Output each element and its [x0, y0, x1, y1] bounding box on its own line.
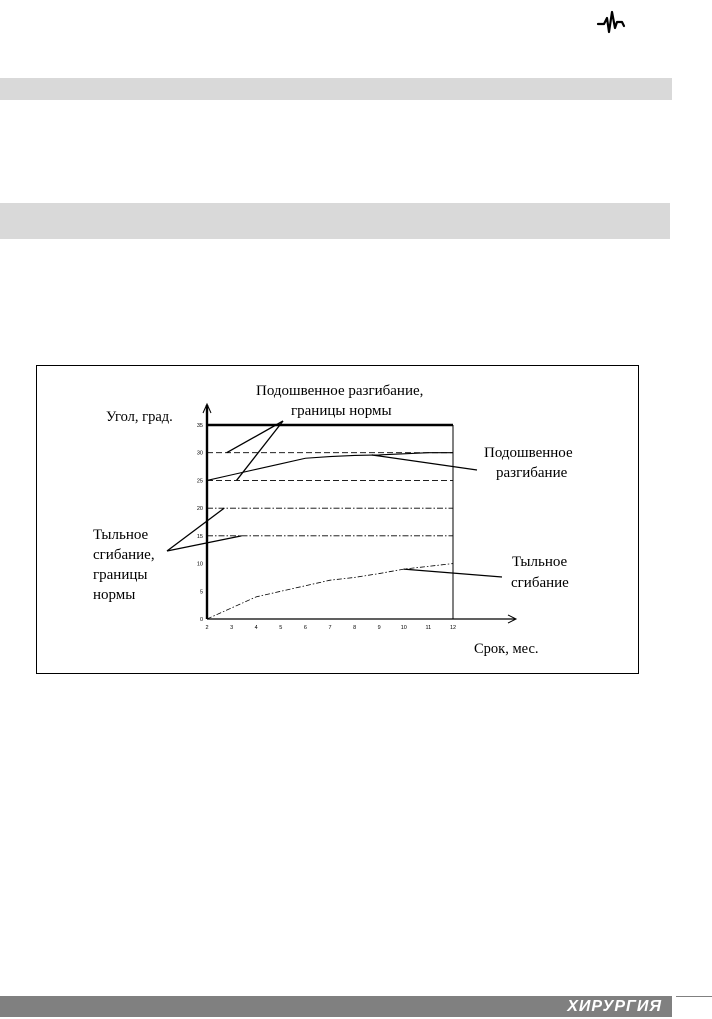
- annotation-dorsal-norm: нормы: [93, 587, 136, 603]
- x-tick-label: 7: [328, 625, 332, 631]
- y-tick-label: 10: [196, 561, 203, 568]
- y-tick-label: 20: [196, 506, 203, 513]
- y-tick-label: 30: [196, 450, 203, 457]
- x-tick-label: 10: [400, 625, 407, 631]
- series-line: [207, 564, 453, 619]
- annotation-leader-line: [372, 455, 477, 470]
- x-tick-label: 9: [377, 625, 381, 631]
- annotation-dorsal: Тыльное: [512, 554, 568, 570]
- x-tick-label: 4: [254, 625, 258, 631]
- x-tick-label: 6: [303, 625, 307, 631]
- ankle-motion-chart: [37, 366, 638, 673]
- annotation-dorsal-norm: границы: [93, 567, 148, 583]
- y-axis-label: Угол, град.: [106, 409, 173, 425]
- annotation-leader-line: [237, 421, 283, 480]
- annotation-plantar-norm: границы нормы: [291, 403, 392, 419]
- norm-lines: [207, 453, 453, 536]
- y-tick-label: 35: [196, 423, 203, 429]
- ecg-logo-icon: [596, 8, 630, 36]
- x-tick-label: 12: [449, 625, 457, 631]
- tick-labels: [197, 423, 456, 631]
- annotation-dorsal: сгибание: [511, 575, 569, 591]
- annotation-dorsal-norm: Тыльное: [93, 527, 149, 543]
- plot-frame: [203, 404, 516, 623]
- series-line: [207, 453, 453, 481]
- annotation-plantar-norm: Подошвенное разгибание,: [256, 383, 424, 399]
- y-tick-label: 25: [196, 478, 203, 485]
- annotation-plantar: разгибание: [496, 465, 568, 481]
- x-axis-label: Срок, мес.: [474, 641, 539, 657]
- x-tick-label: 5: [279, 625, 283, 631]
- x-tick-label: 8: [353, 625, 357, 631]
- section-header-band: [0, 78, 672, 100]
- x-tick-label: 2: [205, 625, 209, 631]
- figure-frame: [36, 365, 639, 674]
- annotation-plantar: Подошвенное: [484, 445, 573, 461]
- annotation-dorsal-norm: сгибание,: [93, 547, 155, 563]
- x-tick-label: 11: [425, 625, 432, 631]
- y-tick-label: 15: [196, 533, 203, 540]
- footer-rule: [676, 996, 712, 997]
- footer-bar: [0, 996, 672, 1017]
- annotation-leaders: [167, 421, 502, 577]
- y-tick-label: 5: [199, 589, 203, 596]
- journal-section-label: ХИРУРГИЯ: [567, 998, 662, 1015]
- y-tick-label: 0: [199, 617, 203, 623]
- x-tick-label: 3: [230, 625, 234, 631]
- section-header-band: [0, 203, 670, 239]
